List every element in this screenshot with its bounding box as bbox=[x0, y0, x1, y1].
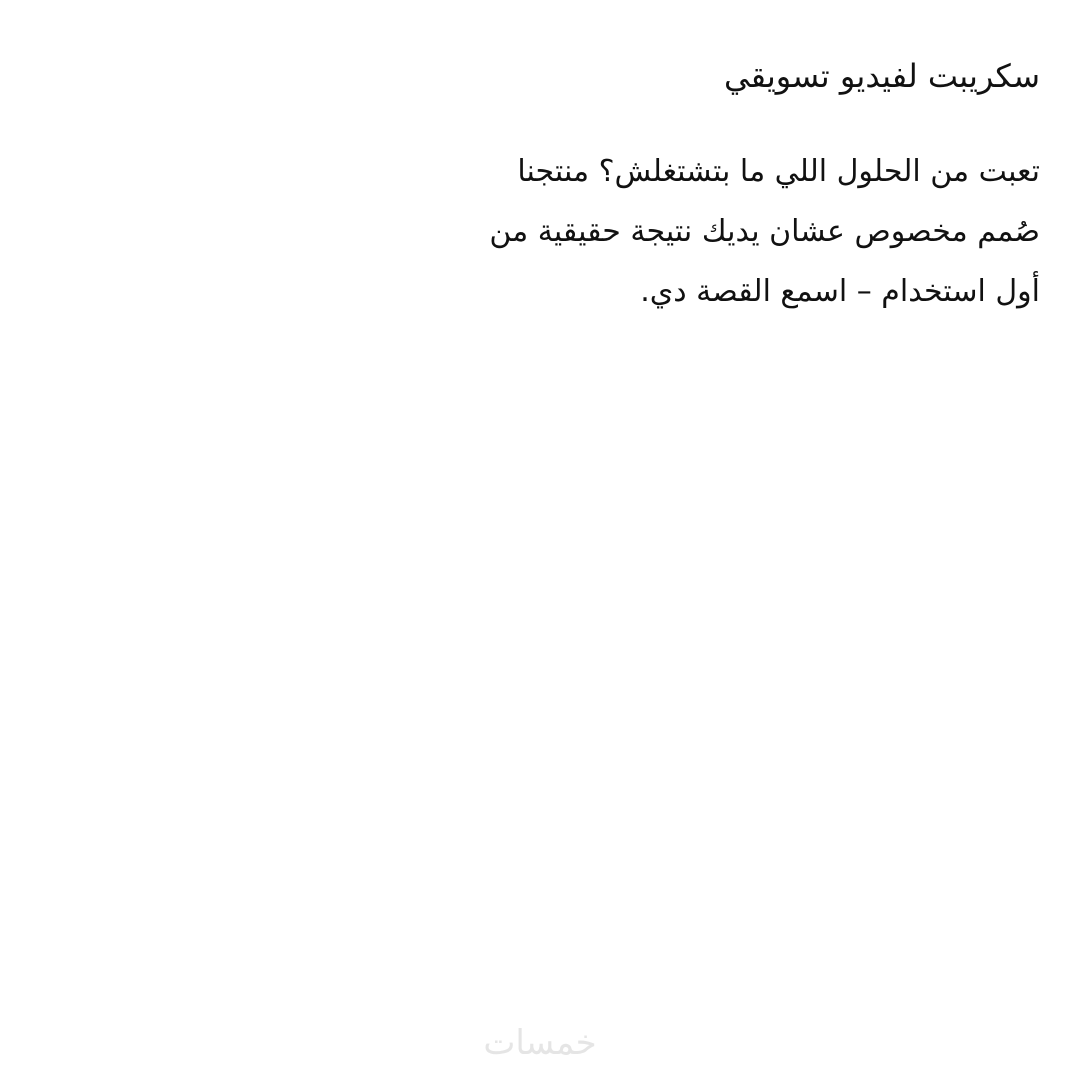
script-line-3: أول استخدام – اسمع القصة دي. bbox=[640, 274, 1040, 309]
script-body bbox=[370, 142, 1040, 322]
page-title: سكريبت لفيديو تسويقي bbox=[723, 57, 1040, 95]
script-line-1: تعبت من الحلول اللي ما بتشتغلش؟ منتجنا bbox=[517, 154, 1040, 189]
watermark-logo: خمسات bbox=[483, 1023, 597, 1063]
script-line-2: صُمم مخصوص عشان يديك نتيجة حقيقية من bbox=[489, 214, 1040, 249]
